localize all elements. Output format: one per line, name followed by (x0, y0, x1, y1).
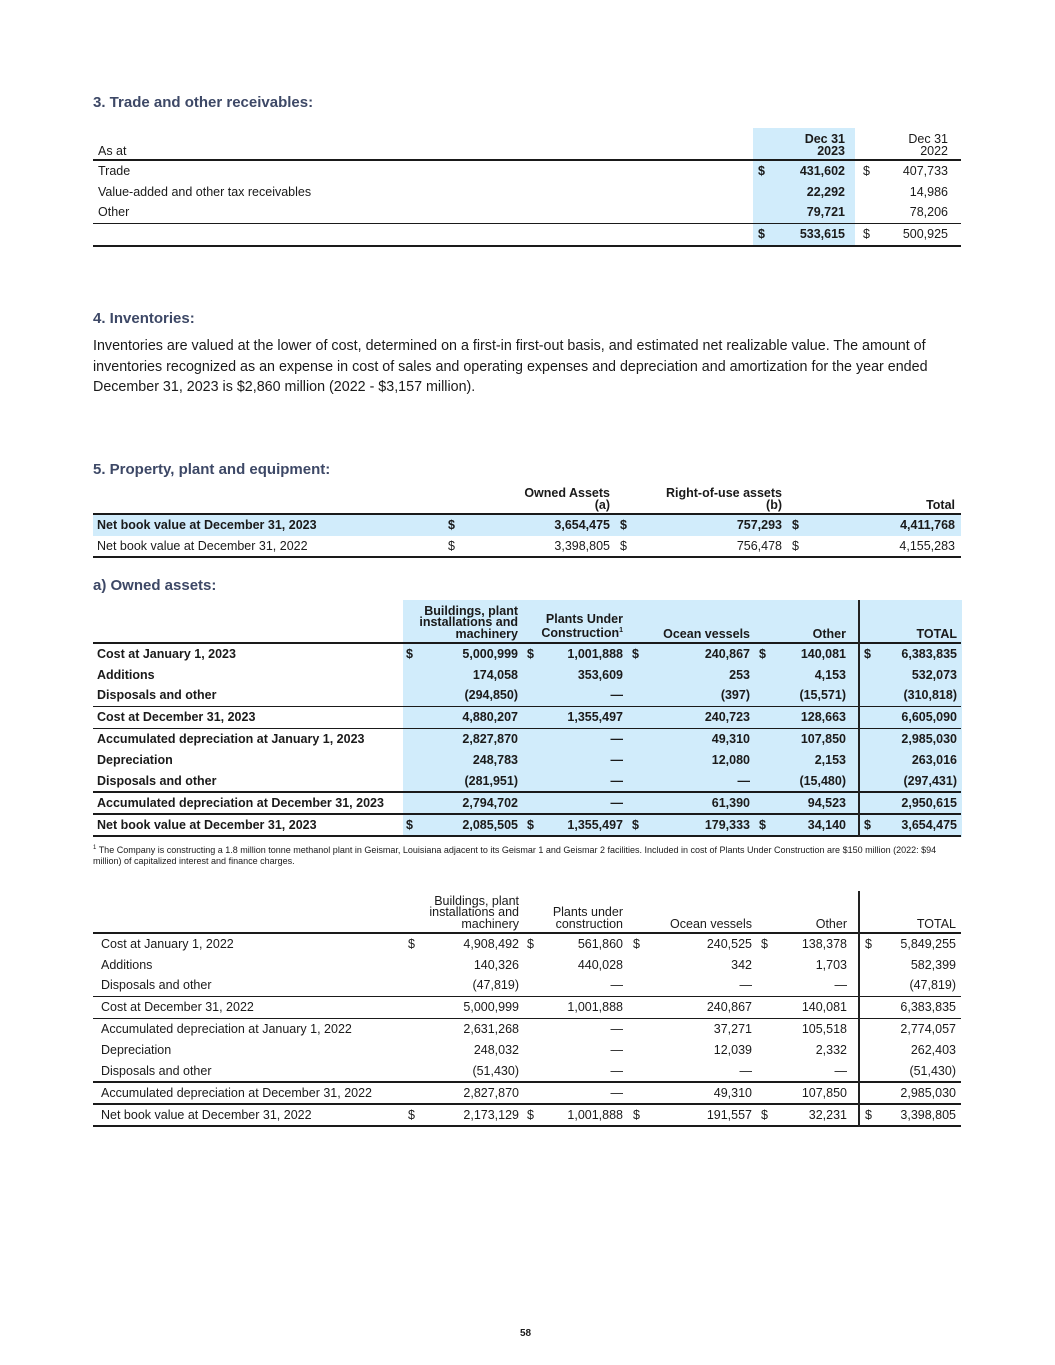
table-row (93, 729, 961, 750)
currency-symbol: $ (620, 518, 627, 532)
footnote-text: The Company is constructing a 1.8 million tonne methanol plant in Geismar, Louisiana adjacent to its Geismar 1 and Geismar 2 facilities. Included in cost of Plants Under Construction are $150 million (2022: $94 million) of capitalized interest and finance charges. (93, 845, 937, 866)
column-header (916, 626, 957, 641)
cell-value: 248,032 (473, 1043, 519, 1057)
currency-symbol: $ (406, 647, 413, 661)
cell-value: — (610, 795, 623, 810)
cell-value: 2,985,030 (900, 1085, 956, 1100)
cell-value: 6,383,835 (901, 647, 957, 661)
table-row (93, 644, 961, 665)
cell-value: 5,000,999 (463, 1000, 519, 1015)
cell-value: — (610, 978, 623, 993)
currency-symbol: $ (758, 164, 765, 178)
bottom-rule (93, 245, 961, 247)
row-label: Cost at January 1, 2022 (101, 937, 234, 951)
row-label: Depreciation (97, 753, 173, 767)
cell-value: 79,721 (806, 205, 845, 220)
column-header (666, 488, 782, 511)
column-header-text: Ocean vessels (663, 626, 750, 641)
cell-value: 12,080 (711, 753, 750, 767)
cell-value: 61,390 (711, 795, 750, 810)
cell-value: — (610, 753, 623, 767)
section-heading-ppe: 5. Property, plant and equipment: (93, 461, 331, 478)
owned-assets-2023-table (93, 600, 961, 837)
currency-symbol: $ (863, 164, 870, 178)
row-label: Additions (97, 667, 155, 682)
column-header (553, 907, 623, 930)
cell-value: 756,478 (736, 538, 782, 553)
cell-value: 532,073 (911, 667, 957, 682)
column-header-text: TOTAL (916, 626, 957, 641)
table-row (93, 975, 961, 996)
currency-symbol: $ (632, 817, 639, 832)
currency-symbol: $ (863, 227, 870, 242)
column-header (815, 916, 847, 931)
column-header-text: Total (926, 497, 955, 512)
cell-value: (281,951) (464, 773, 518, 788)
column-header-text: Buildings, plant installations and machinery (419, 603, 518, 641)
cell-value: 140,081 (801, 1000, 847, 1015)
cell-value: 4,411,768 (900, 518, 955, 532)
row-label: Net book value at December 31, 2023 (97, 817, 317, 832)
cell-value: 3,398,805 (900, 1107, 956, 1122)
column-header (98, 143, 127, 158)
cell-value: 240,525 (706, 937, 752, 951)
cell-value: 107,850 (801, 1085, 847, 1100)
cell-value: — (737, 773, 750, 788)
currency-symbol: $ (406, 817, 413, 832)
currency-symbol: $ (408, 937, 415, 951)
cell-value: 191,557 (706, 1107, 752, 1122)
row-label: Net book value at December 31, 2023 (97, 518, 317, 532)
cell-value: 500,925 (902, 227, 948, 242)
column-header-text: Other (815, 916, 847, 931)
table-row (93, 1061, 961, 1082)
currency-symbol: $ (865, 1107, 872, 1122)
cell-value: 533,615 (799, 227, 845, 242)
row-label: Net book value at December 31, 2022 (101, 1107, 312, 1122)
cell-value: 22,292 (806, 184, 845, 199)
cell-value: 128,663 (800, 710, 846, 725)
table-row (93, 955, 961, 976)
cell-value: 2,985,030 (901, 732, 957, 747)
cell-value: (310,818) (903, 688, 957, 703)
cell-value: 34,140 (807, 817, 846, 832)
column-header (908, 134, 948, 157)
footnote (93, 843, 963, 867)
section-heading-receivables: 3. Trade and other receivables: (93, 94, 314, 111)
column-header-text: Plants Under Construction (541, 611, 623, 641)
currency-symbol: $ (448, 538, 455, 553)
cell-value: 2,827,870 (463, 1085, 519, 1100)
row-label: Net book value at December 31, 2022 (97, 538, 308, 553)
cell-value: 2,631,268 (463, 1022, 519, 1037)
column-header (812, 626, 846, 641)
row-label: Disposals and other (97, 688, 217, 703)
page-number: 58 (520, 1328, 532, 1339)
table-row (93, 161, 961, 182)
cell-value: (15,571) (799, 688, 846, 703)
cell-value: 14,986 (909, 184, 948, 199)
cell-value: — (610, 773, 623, 788)
cell-value: 94,523 (807, 795, 846, 810)
table-row (93, 1040, 961, 1061)
table-header (93, 128, 961, 159)
cell-value: 105,518 (801, 1022, 847, 1037)
owned-assets-2022-table (93, 891, 961, 1127)
currency-symbol: $ (448, 518, 455, 532)
footnote-marker: 1 (619, 627, 623, 635)
row-label: Cost at January 1, 2023 (97, 647, 236, 661)
cell-value: 32,231 (808, 1107, 847, 1122)
cell-value: 5,849,255 (900, 937, 956, 951)
cell-value: 107,850 (800, 732, 846, 747)
cell-value: — (610, 1043, 623, 1057)
column-header-text: Ocean vessels (670, 916, 752, 931)
cell-value: — (610, 688, 623, 703)
cell-value: 1,355,497 (567, 817, 623, 832)
currency-symbol: $ (527, 817, 534, 832)
bottom-rule (93, 1125, 961, 1127)
cell-value: — (610, 1063, 623, 1078)
currency-symbol: $ (865, 937, 872, 951)
cell-value: 253 (729, 667, 750, 682)
cell-value: (15,480) (799, 773, 846, 788)
table-row (93, 665, 961, 686)
column-header-text: Right-of-use assets (b) (666, 486, 782, 512)
cell-value: — (610, 732, 623, 747)
cell-value: — (739, 1063, 752, 1078)
row-label: Additions (101, 957, 153, 972)
cell-value: 2,173,129 (463, 1107, 519, 1122)
currency-symbol: $ (408, 1107, 415, 1122)
cell-value: 1,001,888 (567, 1107, 623, 1122)
cell-value: (297,431) (903, 773, 957, 788)
table-header (93, 891, 961, 932)
cell-value: 5,000,999 (462, 647, 518, 661)
cell-value: (397) (720, 688, 750, 703)
cell-value: 6,383,835 (900, 1000, 956, 1015)
cell-value: 561,860 (577, 937, 623, 951)
cell-value: 342 (731, 957, 752, 972)
cell-value: 262,403 (910, 1043, 956, 1057)
row-label: Accumulated depreciation at January 1, 2022 (101, 1022, 352, 1037)
currency-symbol: $ (759, 647, 766, 661)
table-row (93, 1105, 961, 1126)
currency-symbol: $ (527, 937, 534, 951)
column-header-text: Plants under construction (552, 905, 623, 931)
column-header-text: Buildings, plant installations and machinery (429, 893, 519, 931)
table-row (93, 224, 961, 245)
cell-value: 3,398,805 (554, 538, 610, 553)
cell-value: 2,827,870 (462, 732, 518, 747)
row-label: Cost at December 31, 2023 (97, 710, 256, 725)
currency-symbol: $ (761, 1107, 768, 1122)
row-label: Cost at December 31, 2022 (101, 1000, 254, 1015)
bottom-rule (93, 556, 961, 558)
cell-value: 12,039 (713, 1043, 752, 1057)
cell-value: 240,867 (706, 1000, 752, 1015)
row-label: Disposals and other (97, 773, 217, 788)
cell-value: 431,602 (799, 164, 845, 178)
cell-value: 1,001,888 (567, 1000, 623, 1015)
cell-value: — (834, 1063, 847, 1078)
table-row (93, 515, 961, 536)
column-header (524, 488, 610, 511)
ppe-summary-table (93, 484, 961, 558)
cell-value: 440,028 (577, 957, 623, 972)
row-label: Depreciation (101, 1043, 172, 1057)
cell-value: 1,001,888 (567, 647, 623, 661)
table-row (93, 202, 961, 223)
cell-value: 263,016 (911, 753, 957, 767)
row-label: Disposals and other (101, 978, 212, 993)
column-header (429, 893, 519, 931)
footnote-marker: 1 (93, 845, 97, 851)
column-header (670, 916, 752, 931)
row-label: Accumulated depreciation at December 31, 2023 (97, 795, 384, 810)
cell-value: 1,355,497 (567, 710, 623, 725)
column-header-text: As at (98, 143, 127, 158)
cell-value: — (834, 978, 847, 993)
column-divider (858, 891, 860, 1127)
currency-symbol: $ (792, 538, 799, 553)
row-label: Trade (98, 164, 131, 178)
table-row (93, 750, 961, 771)
table-row (93, 1083, 961, 1104)
cell-value: 2,774,057 (900, 1022, 956, 1037)
cell-value: 2,332 (815, 1043, 847, 1057)
currency-symbol: $ (620, 538, 627, 553)
row-label: Accumulated depreciation at December 31, 2022 (101, 1085, 372, 1100)
row-label: Value-added and other tax receivables (98, 184, 312, 199)
cell-value: 140,326 (473, 957, 519, 972)
cell-value: 49,310 (713, 1085, 752, 1100)
table-row (93, 182, 961, 203)
cell-value: 179,333 (704, 817, 750, 832)
currency-symbol: $ (759, 817, 766, 832)
column-header (541, 611, 623, 641)
column-header (663, 626, 750, 641)
column-header-text: Dec 31 2023 (804, 132, 845, 158)
table-row (93, 815, 961, 836)
row-label: Accumulated depreciation at January 1, 2023 (97, 732, 365, 747)
column-header-text: TOTAL (916, 916, 956, 931)
cell-value: 6,605,090 (901, 710, 957, 725)
currency-symbol: $ (632, 647, 639, 661)
cell-value: — (610, 1085, 623, 1100)
cell-value: 4,880,207 (462, 710, 518, 725)
cell-value: 248,783 (472, 753, 518, 767)
cell-value: 2,950,615 (901, 795, 957, 810)
currency-symbol: $ (527, 1107, 534, 1122)
cell-value: 4,153 (814, 667, 846, 682)
currency-symbol: $ (761, 937, 768, 951)
cell-value: 240,867 (704, 647, 750, 661)
cell-value: (47,819) (472, 978, 519, 993)
cell-value: 37,271 (713, 1022, 752, 1037)
currency-symbol: $ (633, 937, 640, 951)
cell-value: 4,908,492 (463, 937, 519, 951)
cell-value: 49,310 (711, 732, 750, 747)
currency-symbol: $ (527, 647, 534, 661)
column-header (805, 134, 845, 157)
column-header-text: Other (812, 626, 846, 641)
cell-value: 78,206 (909, 205, 948, 220)
column-header-text: Owned Assets (a) (524, 486, 610, 512)
cell-value: (47,819) (909, 978, 956, 993)
cell-value: 4,155,283 (899, 538, 955, 553)
table-row (93, 707, 961, 728)
row-label: Other (98, 205, 130, 220)
section-heading-inventories: 4. Inventories: (93, 310, 195, 327)
table-row (93, 685, 961, 706)
table-header (93, 600, 961, 642)
cell-value: 407,733 (902, 164, 948, 178)
cell-value: 240,723 (704, 710, 750, 725)
cell-value: — (610, 1022, 623, 1037)
row-label: Disposals and other (101, 1063, 212, 1078)
table-row (93, 934, 961, 955)
cell-value: — (739, 978, 752, 993)
cell-value: 138,378 (801, 937, 847, 951)
currency-symbol: $ (792, 518, 799, 532)
bottom-rule (93, 835, 961, 837)
table-row (93, 1019, 961, 1040)
column-divider (858, 600, 860, 837)
table-row (93, 793, 961, 814)
cell-value: 2,794,702 (462, 795, 518, 810)
cell-value: (294,850) (464, 688, 518, 703)
currency-symbol: $ (758, 227, 765, 242)
currency-symbol: $ (633, 1107, 640, 1122)
cell-value: 582,399 (910, 957, 956, 972)
cell-value: 1,703 (815, 957, 847, 972)
cell-value: (51,430) (909, 1063, 956, 1078)
column-header (419, 603, 518, 641)
section-heading-owned-assets: a) Owned assets: (93, 577, 217, 594)
currency-symbol: $ (864, 817, 871, 832)
column-header (916, 916, 956, 931)
cell-value: (51,430) (472, 1063, 519, 1078)
cell-value: 353,609 (577, 667, 623, 682)
cell-value: 140,081 (800, 647, 846, 661)
receivables-table (93, 128, 961, 247)
inventories-text: Inventories are valued at the lower of cost, determined on a first-in first-out basis, and estimated net realizable value. The amount of inventories recognized as an expense in cost of sales and operating expenses and depreciation and amortization for the year ended December 31, 2023 is $2,860 million (2022 - $3,157 million). (93, 338, 928, 395)
table-row (93, 536, 961, 557)
table-header (93, 484, 961, 513)
cell-value: 2,153 (814, 753, 846, 767)
cell-value: 2,085,505 (462, 817, 518, 832)
cell-value: 757,293 (736, 518, 782, 532)
currency-symbol: $ (864, 647, 871, 661)
table-row (93, 997, 961, 1018)
table-row (93, 771, 961, 792)
cell-value: 174,058 (472, 667, 518, 682)
column-header (926, 497, 955, 512)
column-header-text: Dec 31 2022 (908, 132, 948, 158)
cell-value: 3,654,475 (901, 817, 957, 832)
cell-value: 3,654,475 (554, 518, 610, 532)
